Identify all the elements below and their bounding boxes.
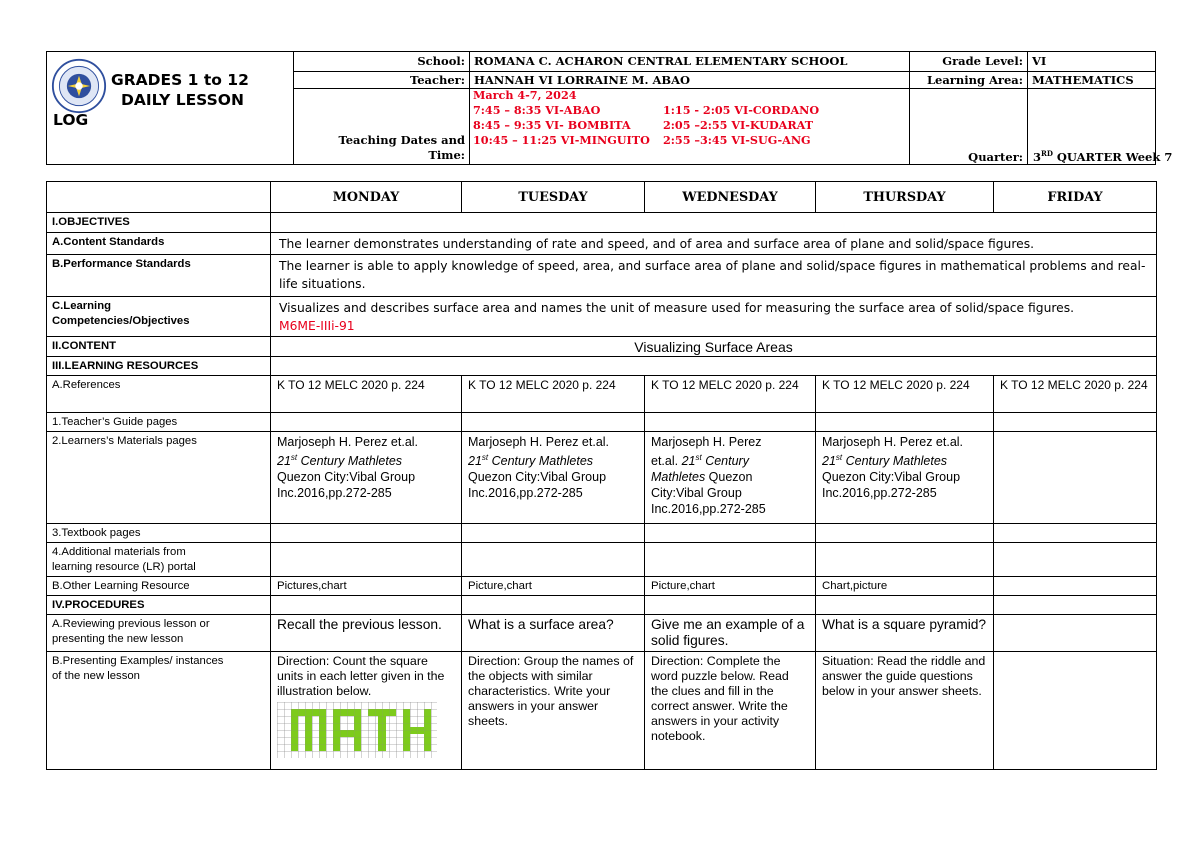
dll-table: [46, 181, 1157, 770]
content-standards-row: [47, 233, 1157, 255]
additional-materials-row: [47, 543, 1157, 577]
teacher-value: HANNAH VI LORRAINE M. ABAO: [469, 72, 909, 89]
teacher-label: Teacher:: [293, 72, 469, 89]
dates-label-line-1: Teaching Dates and: [338, 133, 465, 147]
reviewing-label: A.Reviewing previous lesson or presenting the new lesson: [47, 615, 271, 652]
presenting-row: [47, 652, 1157, 770]
dll-header: [46, 51, 1173, 165]
procedures-row: [47, 596, 1157, 615]
learners-materials-monday: Marjoseph H. Perez et.al. 21st Century Mathletes Quezon City:Vibal Group Inc.2016,pp.272-285: [271, 432, 462, 524]
presenting-monday: Direction: Count the square units in each letter given in the illustration below.: [271, 652, 462, 770]
references-friday: K TO 12 MELC 2020 p. 224: [994, 376, 1157, 413]
reviewing-row: [47, 615, 1157, 652]
additional-materials-label: 4.Additional materials from learning resource (LR) portal: [47, 543, 271, 577]
competencies-text: Visualizes and describes surface area and names the unit of measure used for measuring the surface area of solid/space figures. M6ME-IIIi-91: [271, 297, 1157, 337]
references-wednesday: K TO 12 MELC 2020 p. 224: [645, 376, 816, 413]
day-header-row: [47, 182, 1157, 213]
other-resource-label: B.Other Learning Resource: [47, 577, 271, 596]
references-row: [47, 376, 1157, 413]
quarter-value: 3RD QUARTER Week 7: [1033, 149, 1173, 164]
textbook-row: [47, 524, 1157, 543]
learning-area-value: MATHEMATICS: [1027, 72, 1155, 89]
teachers-guide-label: 1.Teacher’s Guide pages: [47, 413, 271, 432]
presenting-label: B.Presenting Examples/ instances of the new lesson: [47, 652, 271, 770]
presenting-friday: [994, 652, 1157, 770]
content-standards-label: A.Content Standards: [47, 233, 271, 255]
dates-title: March 4-7, 2024: [473, 88, 577, 102]
objectives-value: [271, 213, 1157, 233]
grade-level-label: Grade Level:: [909, 52, 1027, 72]
learners-materials-friday: [994, 432, 1157, 524]
presenting-thursday: Situation: Read the riddle and answer the guide questions below in your answer sheets.: [816, 652, 994, 770]
reviewing-friday: [994, 615, 1157, 652]
other-resource-tuesday: Picture,chart: [462, 577, 645, 596]
performance-standards-label: B.Performance Standards: [47, 255, 271, 297]
other-resource-thursday: Chart,picture: [816, 577, 994, 596]
title-line-2: DAILY LESSON: [121, 91, 244, 109]
performance-standards-row: [47, 255, 1157, 297]
learners-materials-label: 2.Learners’s Materials pages: [47, 432, 271, 524]
other-resource-wednesday: Picture,chart: [645, 577, 816, 596]
header-title: [53, 70, 289, 130]
references-monday: K TO 12 MELC 2020 p. 224: [271, 376, 462, 413]
objectives-label: I.OBJECTIVES: [47, 213, 271, 233]
header-title-block: [47, 52, 294, 164]
learners-materials-wednesday: Marjoseph H. Perez et.al. 21st Century Mathletes Quezon City:Vibal Group Inc.2016,pp.272-285: [645, 432, 816, 524]
references-thursday: K TO 12 MELC 2020 p. 224: [816, 376, 994, 413]
reviewing-thursday: What is a square pyramid?: [816, 615, 994, 652]
grade-level-value: VI: [1027, 52, 1155, 72]
other-resource-monday: Pictures,chart: [271, 577, 462, 596]
school-label: School:: [293, 52, 469, 72]
teachers-guide-row: [47, 413, 1157, 432]
textbook-label: 3.Textbook pages: [47, 524, 271, 543]
performance-standards-text: The learner is able to apply knowledge of speed, area, and surface area of plane and solid/space figures in mathematical problems and real-life situations.: [271, 255, 1157, 297]
learning-resources-row: [47, 357, 1157, 376]
learning-resources-value: [271, 357, 1157, 376]
title-line-3: LOG: [53, 111, 89, 129]
teaching-dates-label: [293, 89, 469, 164]
procedures-label: IV.PROCEDURES: [47, 596, 271, 615]
competencies-label: C.Learning Competencies/Objectives: [47, 297, 271, 337]
competencies-row: [47, 297, 1157, 337]
presenting-wednesday: Direction: Complete the word puzzle below. Read the clues and fill in the correct answer. Write the answers in your activity notebook.: [645, 652, 816, 770]
reviewing-monday: Recall the previous lesson.: [271, 615, 462, 652]
schedule-block: [473, 88, 911, 148]
objectives-row: [47, 213, 1157, 233]
quarter-label: Quarter:: [968, 150, 1023, 164]
content-row: [47, 337, 1157, 357]
schedule-row: 8:45 – 9:35 VI- BOMBITA 2:05 –2:55 VI-KUDARAT: [473, 118, 814, 132]
schedule-row: 7:45 – 8:35 VI-ABAO 1:15 - 2:05 VI-CORDANO: [473, 103, 820, 117]
learners-materials-tuesday: Marjoseph H. Perez et.al. 21st Century Mathletes Quezon City:Vibal Group Inc.2016,pp.272-285: [462, 432, 645, 524]
content-standards-text: The learner demonstrates understanding of rate and speed, and of area and surface area of plane and solid/space figures.: [271, 233, 1157, 255]
other-resource-friday: [994, 577, 1157, 596]
day-tuesday: TUESDAY: [462, 182, 645, 213]
learning-area-label: Learning Area:: [909, 72, 1027, 89]
presenting-tuesday: Direction: Group the names of the objects with similar characteristics. Write your answers in your answer sheets.: [462, 652, 645, 770]
math-grid-illustration: [277, 702, 437, 758]
references-label: A.References: [47, 376, 271, 413]
learners-materials-row: [47, 432, 1157, 524]
quarter-value-cell: [1027, 89, 1173, 164]
content-value: Visualizing Surface Areas: [271, 337, 1157, 357]
other-resource-row: [47, 577, 1157, 596]
reviewing-wednesday: Give me an example of a solid figures.: [645, 615, 816, 652]
learning-resources-label: III.LEARNING RESOURCES: [47, 357, 271, 376]
day-friday: FRIDAY: [994, 182, 1157, 213]
corner-cell: [47, 182, 271, 213]
reviewing-tuesday: What is a surface area?: [462, 615, 645, 652]
dates-label-line-2: Time:: [428, 148, 465, 162]
quarter-label-cell: [909, 89, 1027, 164]
school-value: ROMANA C. ACHARON CENTRAL ELEMENTARY SCHOOL: [469, 52, 909, 72]
title-line-1: GRADES 1 to 12: [111, 71, 249, 89]
day-thursday: THURSDAY: [816, 182, 994, 213]
learners-materials-thursday: Marjoseph H. Perez et.al. 21st Century Mathletes Quezon City:Vibal Group Inc.2016,pp.272-285: [816, 432, 994, 524]
competency-code: M6ME-IIIi-91: [279, 319, 355, 333]
content-label: II.CONTENT: [47, 337, 271, 357]
references-tuesday: K TO 12 MELC 2020 p. 224: [462, 376, 645, 413]
schedule-row: 10:45 – 11:25 VI-MINGUITO 2:55 –3:45 VI-SUG-ANG: [473, 133, 811, 147]
day-wednesday: WEDNESDAY: [645, 182, 816, 213]
day-monday: MONDAY: [271, 182, 462, 213]
